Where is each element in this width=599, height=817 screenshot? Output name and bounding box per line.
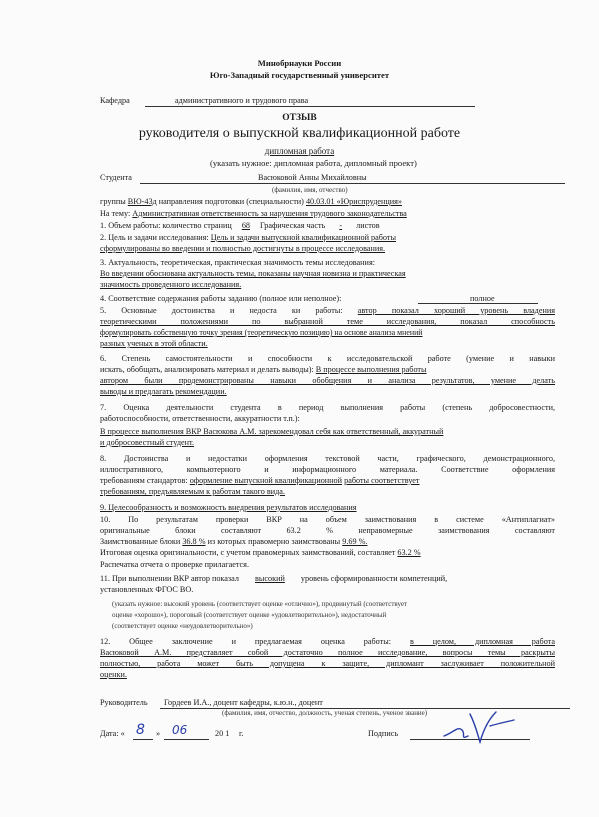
date-month-underline [164, 739, 209, 740]
date-month: 06 [172, 723, 188, 737]
item1-graphic-label: Графическая часть [260, 221, 326, 230]
department-value: административного и трудового права [175, 96, 309, 105]
item3-title: 3. Актуальность, теоретическая, практическая значимость темы исследования: [100, 258, 375, 267]
item7-title-b: работоспособности, ответственности, аккуратности т.п.): [100, 414, 300, 423]
student-label: Студента [100, 173, 132, 182]
item3-text-a: Во введении обоснована актуальность темы, показаны научная новизна и практическая [100, 269, 406, 278]
supervisor-value: Гордеев И.А., доцент кафедры, к.ю.н., доцент [164, 698, 323, 707]
item8-title-a: 8. Достоинства и недостатки оформления текстовой части, графического, демонстрационного, [100, 454, 555, 463]
supervisor-label: Руководитель [100, 698, 148, 707]
item7-text-a: В процессе выполнения ВКР Васюкова А.М. зарекомендовал себя как ответственный, аккуратный [100, 427, 444, 436]
date-year: 20 1 [215, 729, 230, 738]
item6-title-b: искать, обобщать, анализировать материал и делать выводы): [100, 365, 314, 374]
item5-title: 5. Основные достоинства и недоста ки работы: [100, 306, 343, 315]
document-title-word: ОТЗЫВ [282, 113, 317, 123]
item9-text: 9. Целесообразность и возможность внедрения результатов исследования [100, 503, 357, 512]
item10-report-note: Распечатка отчета о проверке прилагается. [100, 560, 249, 569]
item8-text-a: оформление выпускной квалификационной [189, 476, 343, 485]
item3-text-b: значимость проведенного исследования. [100, 280, 242, 289]
work-type: дипломная работа [264, 146, 335, 156]
item8-title-b: иллюстративного, компьютерного и информационного материала. Соответствие оформления [100, 465, 555, 474]
signature-label: Подпись [368, 729, 399, 738]
item11-hint-a: (указать нужное: высокий уровень (соответствует оценке «отлично»), продвинутый (соответствует [112, 600, 408, 608]
item7-text-b: и добросовестный студент. [100, 438, 195, 447]
item11-hint-b: оценке «хорошо»), пороговый (соответствует оценке «удовлетворительно»), недостаточный [112, 611, 387, 619]
item11-text-a: 11. При выполнении ВКР автор показал [100, 574, 239, 583]
item7-title-a: 7. Оценка деятельности студента в период выполнения работы (степень добросовестности, [100, 403, 555, 412]
item8-title-c: требованиям стандартов: [100, 476, 188, 485]
item10-borrowed-label: Заимствованные блоки [100, 537, 181, 546]
item5-text-c: формулировать собственную точку зрения (теоретическую позицию) на основе анализа мнений [100, 328, 423, 337]
department-label: Кафедра [100, 96, 130, 105]
item5-text-d: разных ученых в этой области. [100, 339, 208, 348]
item5-text-a: автор показал хороший уровень владения [357, 306, 555, 315]
date-day: 8 [136, 722, 145, 738]
item11-text-b: уровень сформированности компетенций, [300, 574, 448, 583]
item10-total-value: 63.2 % [397, 548, 421, 557]
handwritten-signature [440, 706, 520, 748]
department-underline [145, 106, 475, 107]
item5-text-b: теоретическими положениями по выбранной теме исследования, показал способность [100, 317, 555, 326]
supervisor-hint: (фамилия, имя, отчество, должность, ученая степень, ученое звание) [222, 709, 428, 717]
item4-value: полное [470, 294, 495, 303]
item12-text-c: полностью, работа может быть допущена к защите, дипломант заслуживает положительной [100, 659, 555, 668]
ministry-heading: Минобрнауки России [257, 58, 342, 68]
topic-value: Административная ответственность за нарушения трудового законодательства [132, 209, 407, 218]
item6-text-a: В процессе выполнения работы [315, 365, 427, 374]
date-day-underline [133, 739, 153, 740]
item2-title: 2. Цель и задачи исследования: [100, 233, 209, 242]
item11-text-c: установленных ФГОС ВО. [100, 585, 194, 594]
student-name-underline [140, 183, 565, 184]
item1-graphic-value: - [339, 221, 343, 230]
group-value: ВЮ-43д [127, 197, 157, 206]
item10-legit-value: 9.69 %. [342, 537, 368, 546]
item10-line-b: оригинальные блоки составляют 63.2 % неправомерные заимствования составляют [100, 526, 555, 535]
document-title: руководителя о выпускной квалификационной работе [138, 126, 461, 141]
date-label: Дата: « [100, 729, 125, 738]
item2-text-a: Цель и задачи выпускной квалификационной работы [210, 233, 396, 242]
item6-title-a: 6. Степень самостоятельности и способности к исследовательской работе (умение и навыки [100, 354, 555, 363]
item12-text-d: оценки. [100, 670, 127, 679]
item8-text-b: работы соответствует [344, 476, 420, 485]
item10-legit-label: из которых правомерно заимствованы [207, 537, 341, 546]
student-name-hint: (фамилия, имя, отчество) [272, 186, 348, 194]
university-heading: Юго-Западный государственный университет [209, 70, 390, 80]
item10-total-label: Итоговая оценка оригинальности, с учетом правомерных заимствований, составляет [100, 548, 396, 557]
date-year-tail: г. [239, 729, 244, 738]
direction-value: 40.03.01 «Юриспруденция» [305, 197, 403, 206]
item4-text: 4. Соответствие содержания работы заданию (полное или неполное): [100, 294, 342, 303]
item1-sheets-label: листов [356, 221, 380, 230]
direction-label: направления подготовки (специальности) [158, 197, 304, 206]
item6-text-b: автором были продемонстрированы навыки обобщения и анализа результатов, умение делать [100, 376, 555, 385]
item1-pages: 68 [241, 221, 250, 230]
item11-hint-c: (соответствует оценке «неудовлетворительно») [112, 622, 253, 630]
date-mid: » [156, 729, 161, 738]
work-type-hint: (указать нужное: дипломная работа, дипломный проект) [210, 158, 417, 168]
topic-label: На тему: [100, 209, 131, 218]
item10-borrowed-value: 36.8 % [182, 537, 206, 546]
group-prefix: группы [100, 197, 126, 206]
item12-text-b: Васюковой А.М. представляет собой достаточно полное исследование, вопросы темы раскрыты [100, 648, 555, 657]
item6-text-c: выводы и предлагать рекомендации. [100, 387, 227, 396]
item12-title: 12. Общее заключение и предлагаемая оценка работы: [100, 637, 392, 646]
item2-text-b: сформулированы во введении и полностью достигнуты в процессе исследования. [100, 244, 386, 253]
student-name: Васюковой Анны Михайловны [258, 173, 367, 182]
item10-line-a: 10. По результатам проверки ВКР на объем заимствования в системе «Антиплагиат» [100, 515, 555, 524]
item11-level: высокий [255, 574, 285, 583]
item12-text-a: в целом, дипломная работа [409, 637, 555, 646]
item1-text: 1. Объем работы: количество страниц [100, 221, 232, 230]
item8-text-c: требованиям, предъявляемым к работам такого вида. [100, 487, 285, 496]
